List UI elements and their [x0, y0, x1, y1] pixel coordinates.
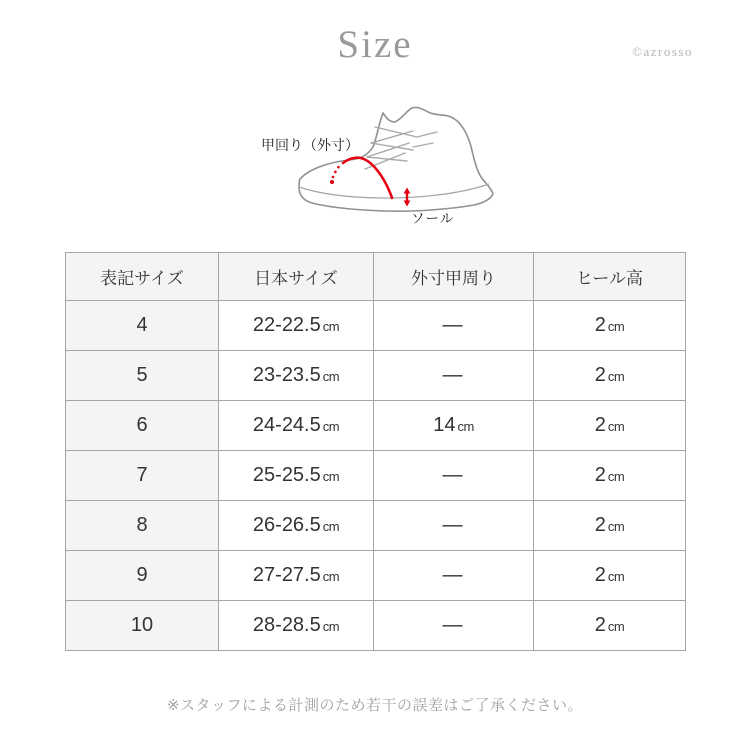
cell-display-size: 7 — [66, 451, 219, 501]
value-text: — — [442, 464, 463, 486]
unit-text: cm — [322, 569, 340, 584]
table-row — [66, 501, 686, 551]
cell-japan-size — [219, 351, 374, 401]
cell-japan-size — [219, 501, 374, 551]
cell-outer-girth — [374, 451, 534, 501]
unit-text: cm — [607, 569, 625, 584]
value-text: 14 — [433, 414, 456, 436]
cell-display-size: 4 — [66, 301, 219, 351]
size-table-body — [66, 301, 686, 651]
value-text: 28-28.5 — [252, 614, 321, 636]
unit-text: cm — [607, 419, 625, 434]
column-header-heel-height: ヒール高 — [534, 253, 686, 301]
page-title: Size — [337, 23, 413, 66]
cell-japan-size — [219, 301, 374, 351]
value-text: — — [442, 614, 463, 636]
value-text: — — [442, 364, 463, 386]
brand-credit: ©azrosso — [632, 44, 693, 59]
unit-text: cm — [607, 619, 625, 634]
girth-arc-start-dot — [330, 180, 334, 184]
value-text: 23-23.5 — [252, 364, 321, 386]
header-row — [66, 253, 686, 301]
unit-text: cm — [607, 369, 625, 384]
cell-japan-size — [219, 551, 374, 601]
unit-text: cm — [322, 469, 340, 484]
cell-outer-girth — [374, 551, 534, 601]
value-text: 2 — [594, 514, 606, 536]
value-text: 2 — [594, 464, 606, 486]
value-text: 2 — [594, 564, 606, 586]
unit-text: cm — [457, 419, 474, 434]
unit-text: cm — [322, 319, 340, 334]
cell-outer-girth — [374, 301, 534, 351]
value-text: — — [442, 564, 463, 586]
value-text: — — [442, 514, 463, 536]
value-text: 24-24.5 — [252, 414, 321, 436]
shoe-measurement-diagram — [255, 95, 515, 240]
value-text: — — [442, 314, 463, 336]
unit-text: cm — [607, 319, 625, 334]
table-row — [66, 601, 686, 651]
cell-outer-girth — [374, 501, 534, 551]
cell-japan-size — [219, 401, 374, 451]
unit-text: cm — [322, 619, 340, 634]
size-table-header — [66, 253, 686, 301]
cell-display-size: 5 — [66, 351, 219, 401]
column-header-outer-girth: 外寸甲周り — [374, 253, 534, 301]
table-row — [66, 451, 686, 501]
table-row — [66, 351, 686, 401]
cell-heel-height — [534, 601, 686, 651]
cell-display-size: 9 — [66, 551, 219, 601]
cell-display-size: 6 — [66, 401, 219, 451]
size-table — [65, 252, 686, 651]
cell-display-size: 10 — [66, 601, 219, 651]
unit-text: cm — [607, 519, 625, 534]
cell-japan-size — [219, 451, 374, 501]
cell-outer-girth — [374, 351, 534, 401]
table-row — [66, 301, 686, 351]
cell-heel-height — [534, 301, 686, 351]
cell-display-size: 8 — [66, 501, 219, 551]
table-row — [66, 551, 686, 601]
value-text: 26-26.5 — [252, 514, 321, 536]
cell-outer-girth — [374, 601, 534, 651]
cell-heel-height — [534, 401, 686, 451]
table-row — [66, 401, 686, 451]
value-text: 27-27.5 — [252, 564, 321, 586]
cell-japan-size — [219, 601, 374, 651]
cell-heel-height — [534, 451, 686, 501]
unit-text: cm — [322, 369, 340, 384]
cell-heel-height — [534, 551, 686, 601]
unit-text: cm — [607, 469, 625, 484]
value-text: 25-25.5 — [252, 464, 321, 486]
cell-outer-girth — [374, 401, 534, 451]
shoe-illustration — [255, 95, 515, 240]
value-text: 2 — [594, 614, 606, 636]
value-text: 22-22.5 — [252, 314, 321, 336]
column-header-japan-size: 日本サイズ — [219, 253, 374, 301]
unit-text: cm — [322, 519, 340, 534]
girth-measurement-label: 甲回り（外寸） — [261, 137, 359, 153]
unit-text: cm — [322, 419, 340, 434]
value-text: 2 — [594, 314, 606, 336]
measurement-note: ※スタッフによる計測のため若干の誤差はご了承ください。 — [166, 697, 584, 714]
column-header-display-size: 表記サイズ — [66, 253, 219, 301]
cell-heel-height — [534, 501, 686, 551]
cell-heel-height — [534, 351, 686, 401]
sole-measurement-label: ソール — [411, 211, 455, 226]
value-text: 2 — [594, 364, 606, 386]
value-text: 2 — [594, 414, 606, 436]
